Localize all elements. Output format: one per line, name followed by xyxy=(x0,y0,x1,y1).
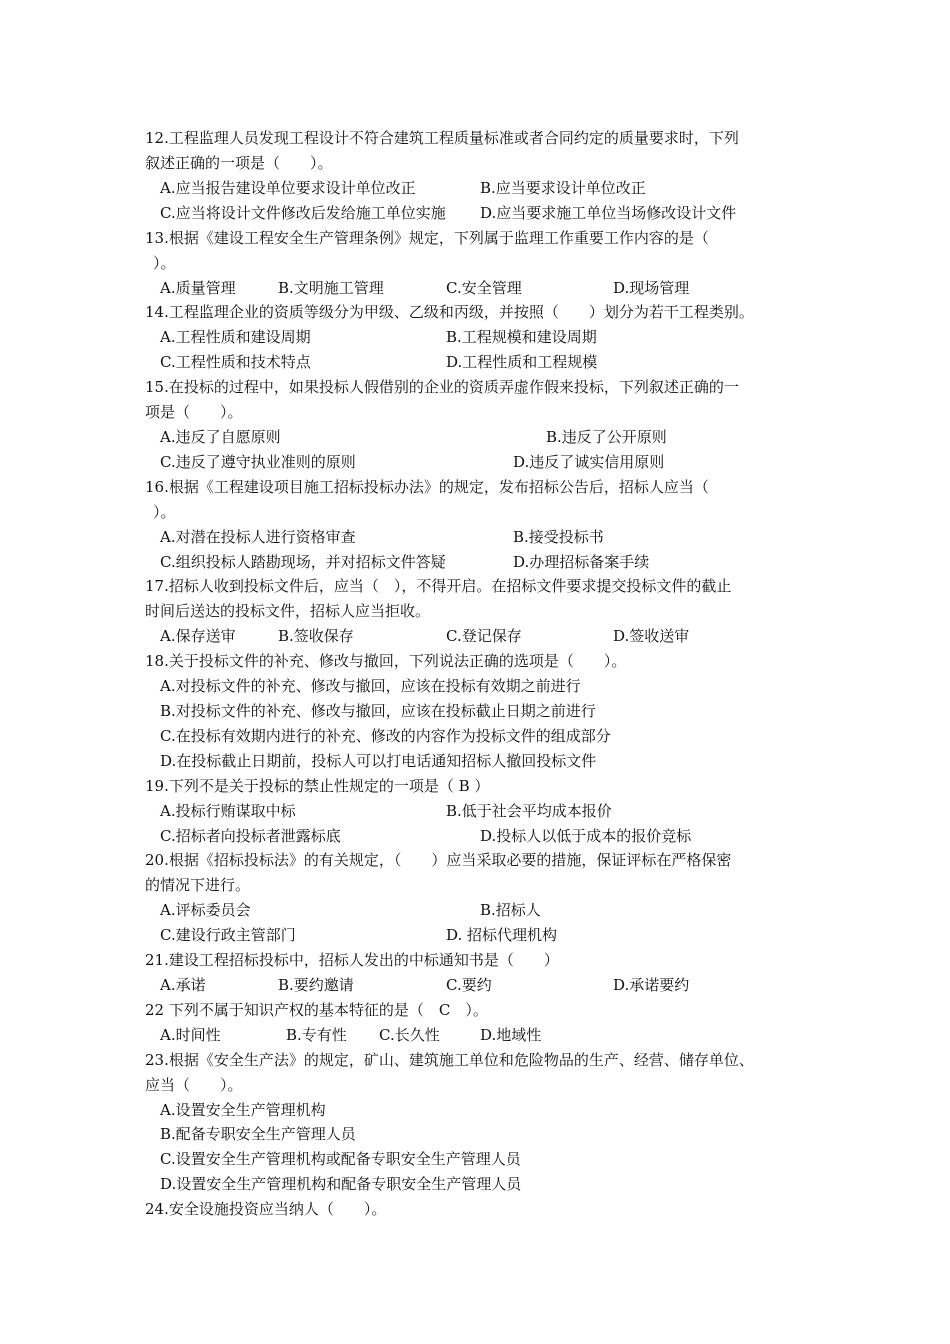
option-15-c: C.违反了遵守执业准则的原则 xyxy=(160,453,356,471)
question-15-line-2: 项是（ ）。 xyxy=(145,403,243,421)
option-18-b: B.对投标文件的补充、修改与撤回，应该在投标截止日期之前进行 xyxy=(160,702,596,720)
option-21-a: A.承诺 xyxy=(160,976,206,994)
option-18-c: C.在投标有效期内进行的补充、修改的内容作为投标文件的组成部分 xyxy=(160,727,611,745)
question-13-line-1: 13.根据《建设工程安全生产管理条例》规定，下列属于监理工作重要工作内容的是（ xyxy=(145,229,709,247)
option-14-d: D.工程性质和工程规模 xyxy=(446,353,598,371)
option-22-d: D.地域性 xyxy=(480,1026,542,1044)
option-15-b: B.违反了公开原则 xyxy=(546,428,667,446)
option-23-c: C.设置安全生产管理机构或配备专职安全生产管理人员 xyxy=(160,1150,521,1168)
option-19-a: A.投标行贿谋取中标 xyxy=(160,802,296,820)
option-17-d: D.签收送审 xyxy=(613,627,690,645)
option-13-d: D.现场管理 xyxy=(613,279,690,297)
option-15-a: A.违反了自愿原则 xyxy=(160,428,281,446)
question-22-line-1: 22 下列不属于知识产权的基本特征的是（ C ）。 xyxy=(145,1001,488,1019)
option-19-d: D.投标人以低于成本的报价竞标 xyxy=(480,827,692,845)
option-12-b: B.应当要求设计单位改正 xyxy=(480,179,646,197)
question-17-line-1: 17.招标人收到投标文件后，应当（ ），不得开启。在招标文件要求提交投标文件的截止 xyxy=(145,577,732,595)
question-24-line-1: 24.安全设施投资应当纳人（ ）。 xyxy=(145,1200,387,1218)
option-19-c: C.招标者向投标者泄露标底 xyxy=(160,827,341,845)
option-12-a: A.应当报告建设单位要求设计单位改正 xyxy=(160,179,416,197)
option-16-c: C.组织投标人踏勘现场，并对招标文件答疑 xyxy=(160,553,446,571)
question-23-line-1: 23.根据《安全生产法》的规定，矿山、建筑施工单位和危险物品的生产、经营、储存单位、 xyxy=(145,1051,754,1069)
question-13-line-2: ）。 xyxy=(153,254,176,272)
option-21-d: D.承诺要约 xyxy=(613,976,690,994)
option-22-c: C.长久性 xyxy=(379,1026,440,1044)
question-17-line-2: 时间后送达的投标文件，招标人应当拒收。 xyxy=(145,602,431,620)
option-20-c: C.建设行政主管部门 xyxy=(160,926,296,944)
option-23-a: A.设置安全生产管理机构 xyxy=(160,1101,326,1119)
option-21-b: B.要约邀请 xyxy=(278,976,354,994)
question-19-line-1: 19.下列不是关于投标的禁止性规定的一项是（ B ） xyxy=(145,777,490,795)
option-16-b: B.接受投标书 xyxy=(513,528,604,546)
option-19-b: B.低于社会平均成本报价 xyxy=(446,802,612,820)
option-18-a: A.对投标文件的补充、修改与撤回，应该在投标有效期之前进行 xyxy=(160,677,581,695)
option-12-d: D.应当要求施工单位当场修改设计文件 xyxy=(480,204,737,222)
option-18-d: D.在投标截止日期前，投标人可以打电话通知招标人撤回投标文件 xyxy=(160,752,597,770)
option-16-d: D.办理招标备案手续 xyxy=(513,553,650,571)
question-20-line-2: 的情况下进行。 xyxy=(145,876,251,894)
question-14-line-1: 14.工程监理企业的资质等级分为甲级、乙级和丙级，并按照（ ）划分为若干工程类别。 xyxy=(145,303,754,321)
option-17-b: B.签收保存 xyxy=(278,627,354,645)
option-17-c: C.登记保存 xyxy=(446,627,522,645)
question-23-line-2: 应当（ ）。 xyxy=(145,1076,243,1094)
option-14-b: B.工程规模和建设周期 xyxy=(446,328,597,346)
option-17-a: A.保存送审 xyxy=(160,627,236,645)
option-13-a: A.质量管理 xyxy=(160,279,236,297)
option-15-d: D.违反了诚实信用原则 xyxy=(513,453,665,471)
question-16-line-2: ）。 xyxy=(153,503,176,521)
question-12-line-2: 叙述正确的一项是（ ）。 xyxy=(145,154,333,172)
question-16-line-1: 16.根据《工程建设项目施工招标投标办法》的规定，发布招标公告后，招标人应当（ xyxy=(145,478,709,496)
option-20-a: A.评标委员会 xyxy=(160,901,251,919)
option-14-c: C.工程性质和技术特点 xyxy=(160,353,311,371)
option-16-a: A.对潜在投标人进行资格审查 xyxy=(160,528,356,546)
option-14-a: A.工程性质和建设周期 xyxy=(160,328,311,346)
option-23-b: B.配备专职安全生产管理人员 xyxy=(160,1125,356,1143)
option-12-c: C.应当将设计文件修改后发给施工单位实施 xyxy=(160,204,446,222)
option-20-b: B.招标人 xyxy=(480,901,541,919)
question-20-line-1: 20.根据《招标投标法》的有关规定，（ ）应当采取必要的措施，保证评标在严格保密 xyxy=(145,851,732,869)
option-13-b: B.文明施工管理 xyxy=(278,279,384,297)
question-12-line-1: 12.工程监理人员发现工程设计不符合建筑工程质量标准或者合同约定的质量要求时，下列 xyxy=(145,129,739,147)
option-23-d: D.设置安全生产管理机构和配备专职安全生产管理人员 xyxy=(160,1175,522,1193)
option-13-c: C.安全管理 xyxy=(446,279,522,297)
option-21-c: C.要约 xyxy=(446,976,492,994)
question-15-line-1: 15.在投标的过程中，如果投标人假借别的企业的资质弄虚作假来投标，下列叙述正确的一 xyxy=(145,378,739,396)
question-21-line-1: 21.建设工程招标投标中，招标人发出的中标通知书是（ ） xyxy=(145,951,559,969)
option-20-d: D. 招标代理机构 xyxy=(446,926,558,944)
option-22-a: A.时间性 xyxy=(160,1026,221,1044)
question-18-line-1: 18.关于投标文件的补充、修改与撤回，下列说法正确的选项是（ ）。 xyxy=(145,652,627,670)
option-22-b: B.专有性 xyxy=(286,1026,347,1044)
